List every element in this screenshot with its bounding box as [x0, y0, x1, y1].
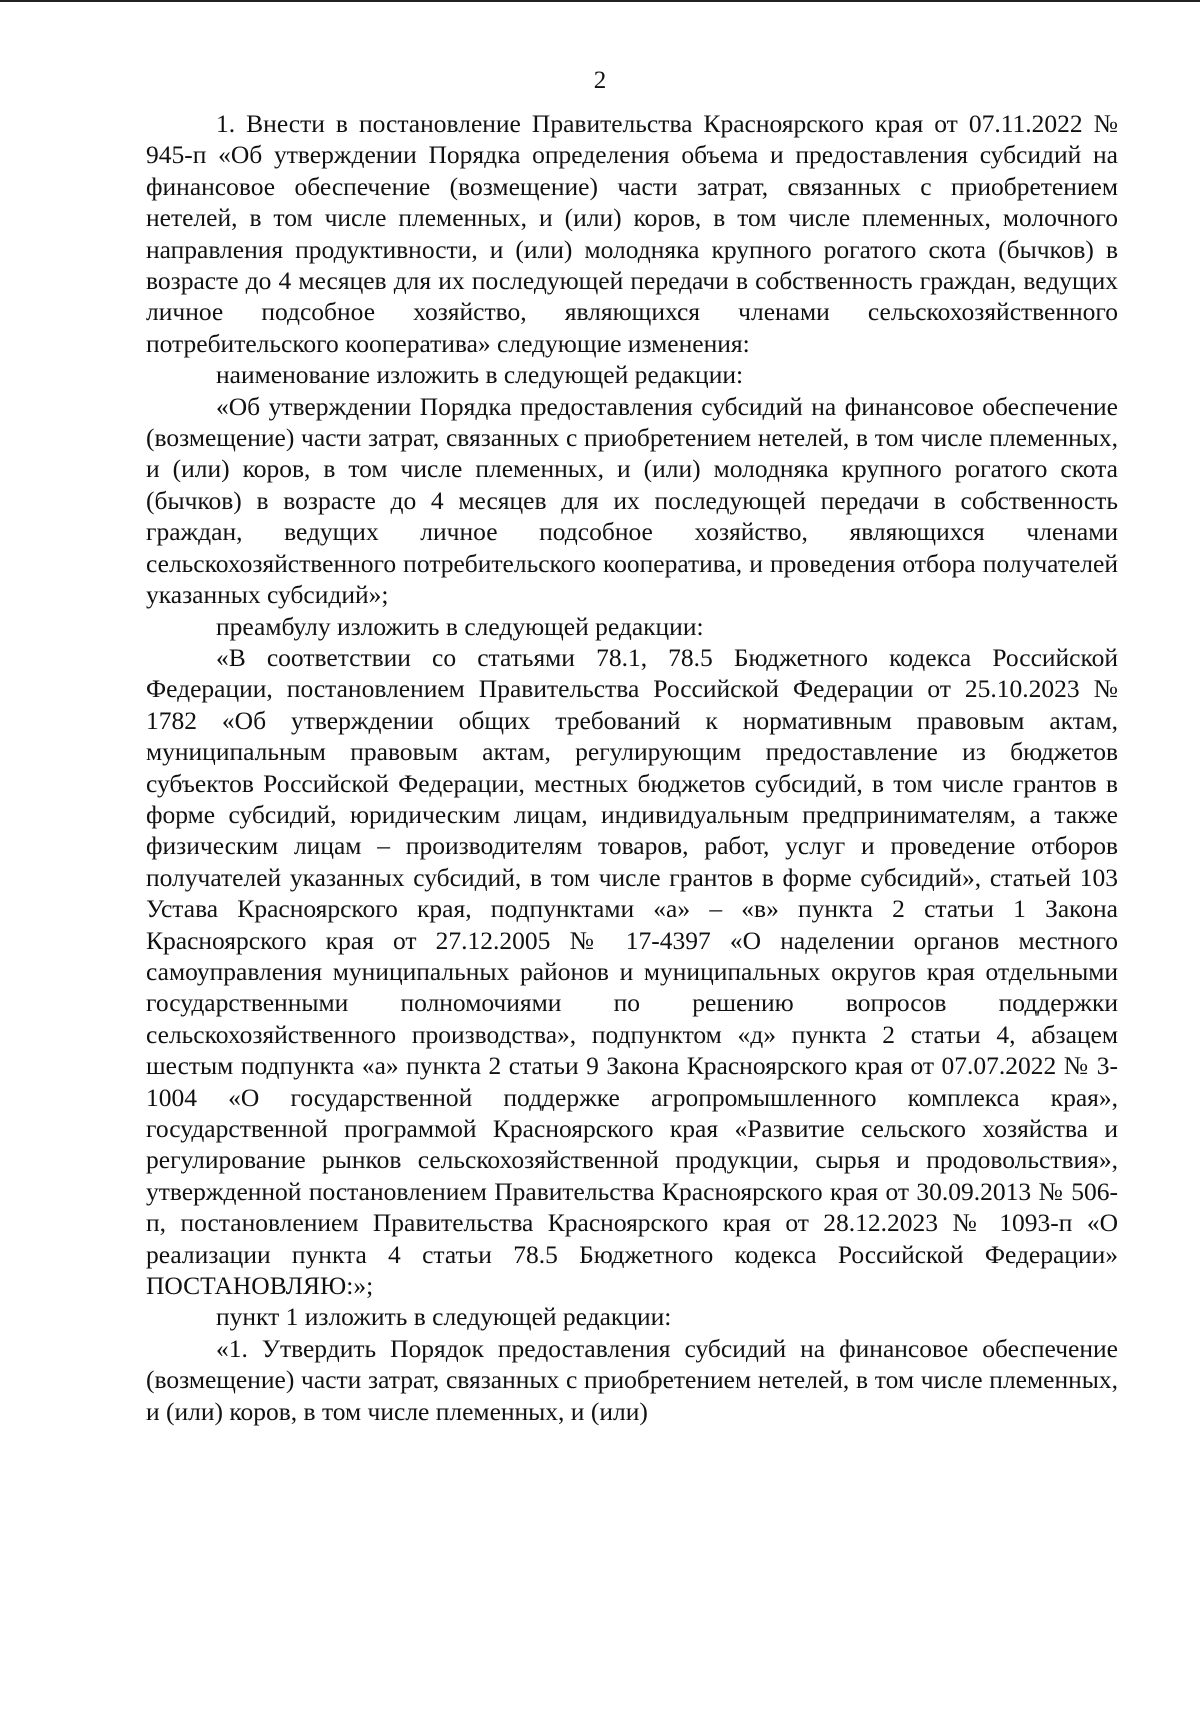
document-body [146, 108, 1118, 1427]
paragraph-preamble-instruction: преамбулу изложить в следующей редакции: [216, 611, 704, 641]
paragraph-point-1-instruction: пункт 1 изложить в следующей редакции: [216, 1302, 672, 1332]
paragraph-name-instruction: наименование изложить в следующей редакции: [216, 360, 744, 390]
paragraph-item-1-amendment: 1. Внести в постановление Правительства Красноярского края от 07.11.2022 № 945-п «Об утверждении Порядка определения объема и предоставления субсидий на финансовое обеспечение (возмещение) части затрат, связанных с приобретением нетелей, в том числе племенных, и (или) коров, в том числе племенных, молочного направления продуктивности, и (или) молодняка крупного рогатого скота (бычков) в возрасте до 4 месяцев для их последующей передачи в собственность граждан, ведущих личное подсобное хозяйство, являющихся членами сельскохозяйственного потребительского кооператива» следующие изменения: [146, 109, 1118, 358]
top-edge-rule [0, 0, 1200, 2]
paragraph-new-name: «Об утверждении Порядка предоставления субсидий на финансовое обеспечение (возмещение) части затрат, связанных с приобретением нетелей, в том числе племенных, и (или) коров, в том числе племенных, и (или) молодняка крупного рогатого скота (бычков) в возрасте до 4 месяцев для их последующей передачи в собственность граждан, ведущих личное подсобное хозяйство, являющихся членами сельскохозяйственного потребительского кооператива, и проведения отбора получателей указанных субсидий»; [146, 391, 1118, 610]
paragraph-new-point-1: «1. Утвердить Порядок предоставления субсидий на финансовое обеспечение (возмещение) части затрат, связанных с приобретением нетелей, в том числе племенных, и (или) коров, в том числе племенных, и (или) [146, 1333, 1118, 1426]
page-number: 2 [593, 67, 607, 94]
paragraph-new-preamble: «В соответствии со статьями 78.1, 78.5 Бюджетного кодекса Российской Федерации, постановлением Правительства Российской Федерации от 25.10.2023 № 1782 «Об утверждении общих требований к нормативным правовым актам, муниципальным правовым актам, регулирующим предоставление из бюджетов субъектов Российской Федерации, местных бюджетов субсидий, в том числе грантов в форме субсидий, юридическим лицам, индивидуальным предпринимателям, а также физическим лицам – производителям товаров, работ, услуг и проведение отборов получателей указанных субсидий, в том числе грантов в форме субсидий», статьей 103 Устава Красноярского края, подпунктами «а» – «в» пункта 2 статьи 1 Закона Красноярского края от 27.12.2005 № 17-4397 «О наделении органов местного самоуправления муниципальных районов и муниципальных округов края отдельными государственными полномочиями по решению вопросов поддержки сельскохозяйственного производства», подпунктом «д» пункта 2 статьи 4, абзацем шестым подпункта «а» пункта 2 статьи 9 Закона Красноярского края от 07.07.2022 № 3-1004 «О государственной поддержке агропромышленного комплекса края», государственной программой Красноярского края «Развитие сельского хозяйства и регулирование рынков сельскохозяйственной продукции, сырья и продовольствия», утвержденной постановлением Правительства Красноярского края от 30.09.2013 № 506-п, постановлением Правительства Красноярского края от 28.12.2023 № 1093-п «О реализации пункта 4 статьи 78.5 Бюджетного кодекса Российской Федерации» ПОСТАНОВЛЯЮ:»; [146, 642, 1118, 1301]
